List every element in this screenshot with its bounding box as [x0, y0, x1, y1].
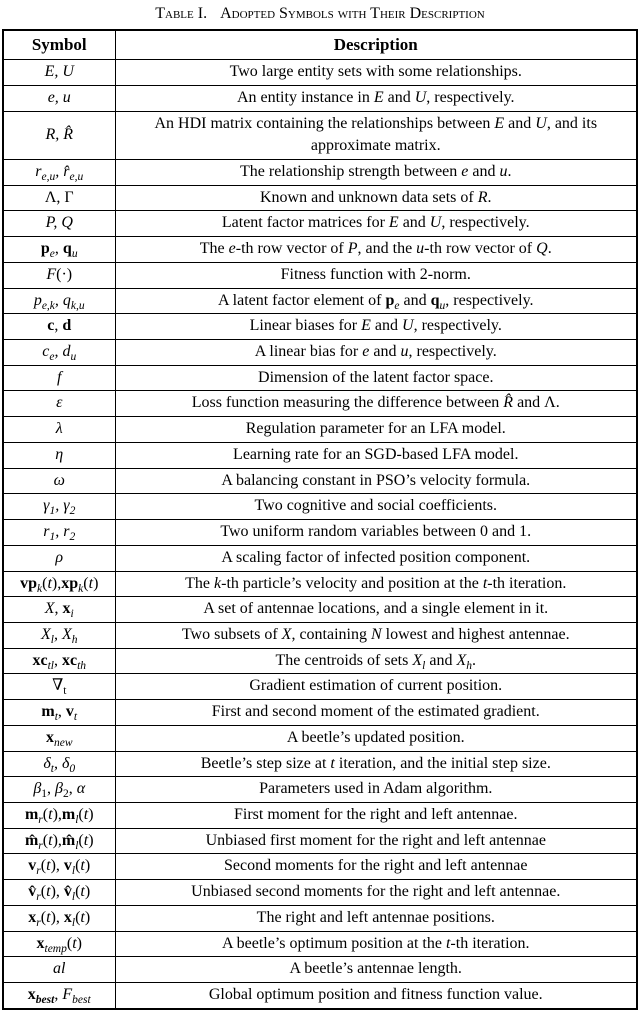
description-cell: First and second moment of the estimated gradient.	[115, 700, 637, 726]
table-row	[3, 391, 637, 417]
symbol-cell: $r_{e,u}$, $r̂_{e,u}$	[3, 160, 115, 186]
symbol-cell: $m_t$, $v_t$	[3, 700, 115, 726]
description-cell: Unbiased second moments for the right and left antennae.	[115, 880, 637, 906]
description-cell: Linear biases for E and U, respectively.	[115, 314, 637, 340]
table-row	[3, 777, 637, 803]
symbol-cell: $\gamma_1$, $\gamma_2$	[3, 494, 115, 520]
symbol-cell: $p_{e,k}$, $q_{k,u}$	[3, 288, 115, 314]
description-cell: Two cognitive and social coefficients.	[115, 494, 637, 520]
description-cell: Two subsets of X, containing N lowest and highest antennae.	[115, 622, 637, 648]
description-cell: Fitness function with 2-norm.	[115, 262, 637, 288]
table-row	[3, 160, 637, 186]
description-cell: The right and left antennae positions.	[115, 905, 637, 931]
table-row	[3, 983, 637, 1009]
description-cell: A set of antennae locations, and a single element in it.	[115, 597, 637, 623]
table-row	[3, 365, 637, 391]
description-cell: Known and unknown data sets of R.	[115, 185, 637, 211]
description-cell: First moment for the right and left antennae.	[115, 802, 637, 828]
table-title	[0, 0, 640, 23]
table-row	[3, 417, 637, 443]
symbol-cell: $x_{best}$, $F_{best}$	[3, 983, 115, 1009]
symbol-cell: $p_e$, $q_u$	[3, 237, 115, 263]
table-caption: Adopted Symbols with Their Description	[220, 5, 485, 22]
table-row	[3, 854, 637, 880]
table-row	[3, 571, 637, 597]
symbol-cell: $c_e$, $d_u$	[3, 340, 115, 366]
description-cell: A scaling factor of infected position component.	[115, 545, 637, 571]
symbol-column-header: Symbol	[3, 30, 115, 60]
description-cell: Loss function measuring the difference between R̂ and Λ.	[115, 391, 637, 417]
table-row	[3, 880, 637, 906]
symbol-cell: al	[3, 957, 115, 983]
symbol-cell: $x_{temp}(t)$	[3, 931, 115, 957]
symbol-cell: e, u	[3, 85, 115, 111]
symbol-cell: $x_{new}$	[3, 725, 115, 751]
symbol-cell: $x_r(t)$, $x_l(t)$	[3, 905, 115, 931]
symbol-cell: $xc_{tl}$, $xc_{th}$	[3, 648, 115, 674]
symbol-cell: $r_1$, $r_2$	[3, 520, 115, 546]
table-row	[3, 802, 637, 828]
table-row	[3, 957, 637, 983]
table-row	[3, 340, 637, 366]
description-cell: Beetle’s step size at t iteration, and the initial step size.	[115, 751, 637, 777]
table-row	[3, 545, 637, 571]
description-cell: Latent factor matrices for E and U, respectively.	[115, 211, 637, 237]
symbol-cell: $v_r(t)$, $v_l(t)$	[3, 854, 115, 880]
description-cell: The relationship strength between e and u.	[115, 160, 637, 186]
description-cell: Two uniform random variables between 0 and 1.	[115, 520, 637, 546]
symbol-cell: R, R̂	[3, 111, 115, 159]
table-row	[3, 288, 637, 314]
symbol-cell: E, U	[3, 60, 115, 86]
description-cell: Parameters used in Adam algorithm.	[115, 777, 637, 803]
table-row	[3, 237, 637, 263]
table-row	[3, 931, 637, 957]
symbol-cell: $\delta_t$, $\delta_0$	[3, 751, 115, 777]
table-row	[3, 828, 637, 854]
symbol-cell: $m̂_r(t),m̂_l(t)$	[3, 828, 115, 854]
symbol-cell: F(·)	[3, 262, 115, 288]
description-cell: Second moments for the right and left antennae	[115, 854, 637, 880]
symbol-cell: c, d	[3, 314, 115, 340]
table-row	[3, 185, 637, 211]
symbol-cell: P, Q	[3, 211, 115, 237]
symbol-cell: ε	[3, 391, 115, 417]
symbol-cell: $\beta_1$, $\beta_2$, α	[3, 777, 115, 803]
table-row	[3, 262, 637, 288]
description-cell: Unbiased first moment for the right and left antennae	[115, 828, 637, 854]
table-row	[3, 648, 637, 674]
description-cell: A beetle’s optimum position at the t-th iteration.	[115, 931, 637, 957]
table-row	[3, 442, 637, 468]
description-cell: An HDI matrix containing the relationships between E and U, and its approximate matrix.	[115, 111, 637, 159]
table-row	[3, 60, 637, 86]
symbol-cell: X, $x_i$	[3, 597, 115, 623]
table-row	[3, 622, 637, 648]
symbol-cell: $vp_k(t),xp_k(t)$	[3, 571, 115, 597]
symbol-cell: ω	[3, 468, 115, 494]
description-cell: A beetle’s antennae length.	[115, 957, 637, 983]
description-cell: Two large entity sets with some relationships.	[115, 60, 637, 86]
symbol-cell: $\nabla_t$	[3, 674, 115, 700]
table-row	[3, 314, 637, 340]
description-cell: Gradient estimation of current position.	[115, 674, 637, 700]
description-cell: Dimension of the latent factor space.	[115, 365, 637, 391]
symbol-cell: $m_r(t),m_l(t)$	[3, 802, 115, 828]
symbols-table	[2, 29, 638, 1010]
table-row	[3, 751, 637, 777]
description-cell: A beetle’s updated position.	[115, 725, 637, 751]
description-cell: Regulation parameter for an LFA model.	[115, 417, 637, 443]
table-number-label: Table I.	[155, 5, 208, 22]
description-cell: A latent factor element of $p_e$ and $q_u$, respectively.	[115, 288, 637, 314]
description-cell: Learning rate for an SGD-based LFA model.	[115, 442, 637, 468]
table-row	[3, 211, 637, 237]
table-row	[3, 674, 637, 700]
table-header-row	[3, 30, 637, 60]
symbols-table-body	[3, 60, 637, 1009]
table-row	[3, 494, 637, 520]
description-cell: The e-th row vector of P, and the u-th row vector of Q.	[115, 237, 637, 263]
symbol-cell: λ	[3, 417, 115, 443]
description-cell: An entity instance in E and U, respectively.	[115, 85, 637, 111]
table-row	[3, 597, 637, 623]
symbol-cell: η	[3, 442, 115, 468]
table-row	[3, 700, 637, 726]
description-cell: The centroids of sets $X_l$ and $X_h$.	[115, 648, 637, 674]
symbol-cell: f	[3, 365, 115, 391]
description-cell: A linear bias for e and u, respectively.	[115, 340, 637, 366]
description-column-header: Description	[115, 30, 637, 60]
table-row	[3, 905, 637, 931]
symbol-cell: $v̂_r(t)$, $v̂_l(t)$	[3, 880, 115, 906]
table-row	[3, 468, 637, 494]
table-row	[3, 111, 637, 159]
table-row	[3, 725, 637, 751]
symbol-cell: Λ, Γ	[3, 185, 115, 211]
description-cell: A balancing constant in PSO’s velocity formula.	[115, 468, 637, 494]
symbol-cell: ρ	[3, 545, 115, 571]
symbol-cell: $X_l$, $X_h$	[3, 622, 115, 648]
table-row	[3, 520, 637, 546]
description-cell: Global optimum position and fitness function value.	[115, 983, 637, 1009]
table-row	[3, 85, 637, 111]
description-cell: The k-th particle’s velocity and position at the t-th iteration.	[115, 571, 637, 597]
